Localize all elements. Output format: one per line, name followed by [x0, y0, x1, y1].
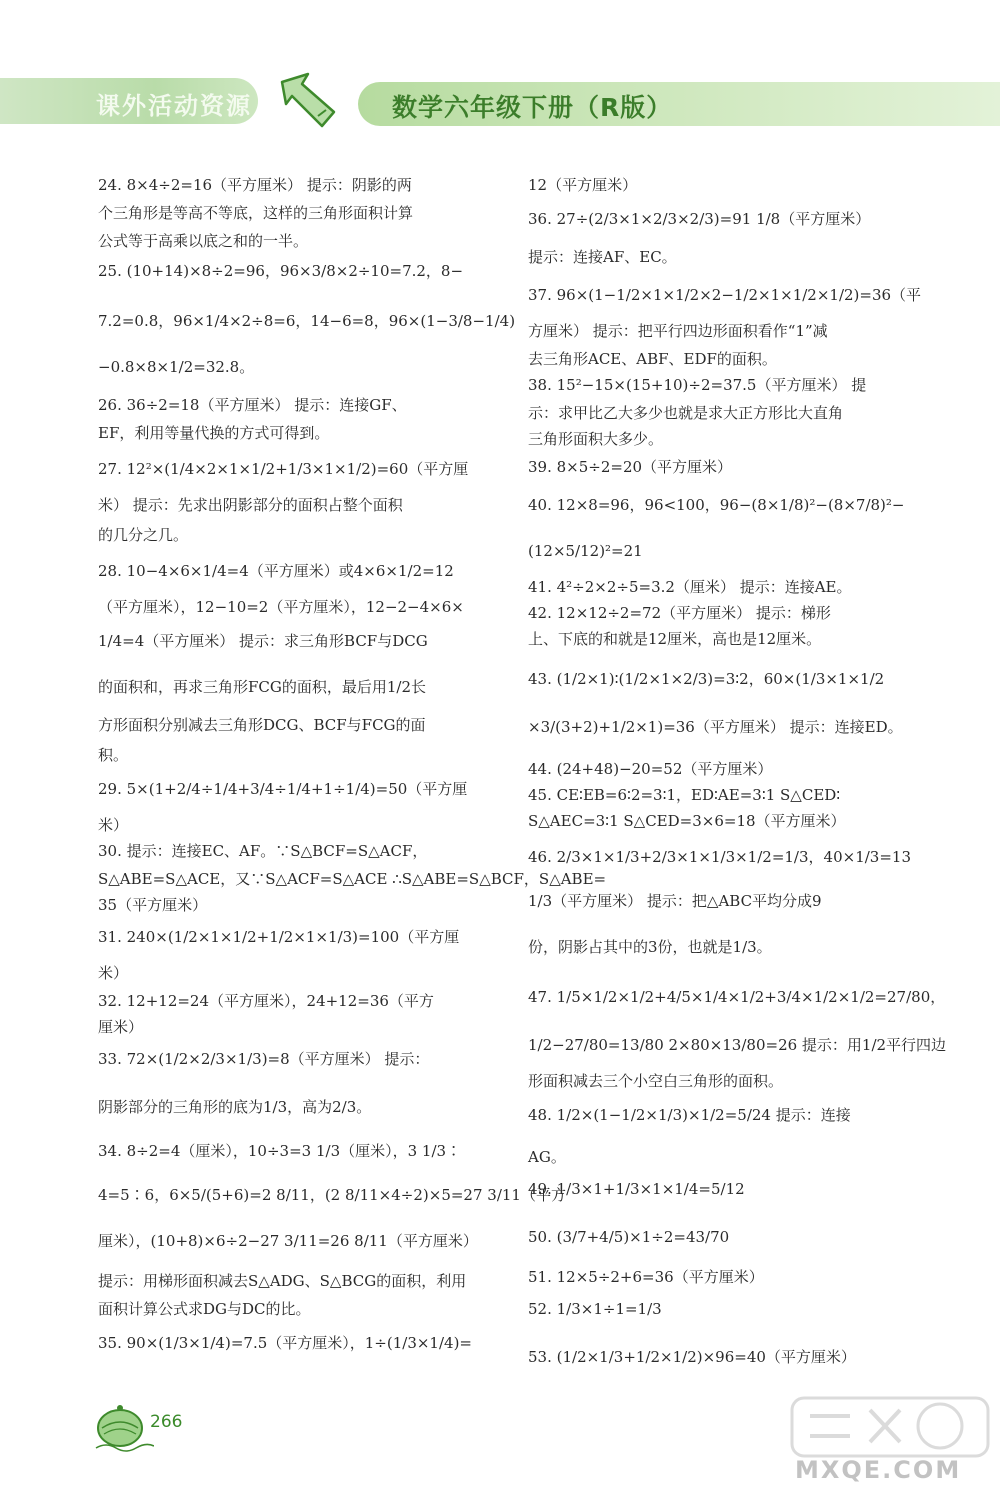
text-line: ×3/(3+2)+1/2×1)=36（平方厘米） 提示：连接ED。 [528, 718, 903, 736]
text-line: AG。 [528, 1148, 566, 1166]
text-line: (12×5/12)²=21 [528, 542, 643, 560]
text-line: 1/3（平方厘米） 提示：把△ABC平均分成9 [528, 892, 822, 910]
text-line: 44. (24+48)−20=52（平方厘米） [528, 760, 773, 778]
page-number-badge-icon [92, 1398, 154, 1452]
text-line: 米） [98, 964, 129, 982]
text-line: 去三角形ACE、ABF、EDF的面积。 [528, 350, 777, 368]
text-line: 53. (1/2×1/3+1/2×1/2)×96=40（平方厘米） [528, 1348, 856, 1366]
text-line: S△AEC=3∶1 S△CED=3×6=18（平方厘米） [528, 812, 846, 830]
text-line: 52. 1/3×1÷1=1/3 [528, 1300, 662, 1318]
text-line: 38. 15²−15×(15+10)÷2=37.5（平方厘米） 提 [528, 376, 867, 394]
text-line: 40. 12×8=96，96<100，96−(8×1/8)²−(8×7/8)²− [528, 496, 905, 514]
text-line: 32. 12+12=24（平方厘米），24+12=36（平方 [98, 992, 434, 1010]
text-line: 24. 8×4÷2=16（平方厘米） 提示：阴影的两 [98, 176, 412, 194]
text-line: 25. (10+14)×8÷2=96，96×3/8×2÷10=7.2，8− [98, 262, 464, 280]
text-line: 示：求甲比乙大多少也就是求大正方形比大直角 [528, 404, 844, 422]
page-number: 266 [150, 1412, 183, 1432]
text-line: 46. 2/3×1×1/3+2/3×1×1/3×1/2=1/3，40×1/3=13 [528, 848, 911, 866]
text-line: 三角形面积大多少。 [528, 430, 664, 448]
text-line: 个三角形是等高不等底，这样的三角形面积计算 [98, 204, 414, 222]
text-line: 1/2−27/80=13/80 2×80×13/80=26 提示：用1/2平行四边 [528, 1036, 947, 1054]
text-line: 提示：用梯形面积减去S△ADG、S△BCG的面积，利用 [98, 1272, 467, 1290]
text-line: 份，阴影占其中的3份，也就是1/3。 [528, 938, 772, 956]
text-line: 35. 90×(1/3×1/4)=7.5（平方厘米），1÷(1/3×1/4)= [98, 1334, 472, 1352]
text-line: 7.2=0.8，96×1/4×2÷8=6，14−6=8，96×(1−3/8−1/4) [98, 312, 516, 330]
text-line: 29. 5×(1+2/4÷1/4+3/4÷1/4+1÷1/4)=50（平方厘 [98, 780, 468, 798]
text-line: 方厘米） 提示：把平行四边形面积看作“1”减 [528, 322, 828, 340]
text-line: 12（平方厘米） [528, 176, 638, 194]
text-line: S△ABE=S△ACE，又∵S△ACF=S△ACE ∴S△ABE=S△BCF，S△ABE= [98, 870, 607, 888]
text-line: 27. 12²×(1/4×2×1×1/2+1/3×1×1/2)=60（平方厘 [98, 460, 469, 478]
text-line: 30. 提示：连接EC、AF。∵S△BCF=S△ACF， [98, 842, 428, 860]
text-line: 39. 8×5÷2=20（平方厘米） [528, 458, 733, 476]
text-line: 41. 4²÷2×2÷5=3.2（厘米） 提示：连接AE。 [528, 578, 852, 596]
arrow-icon [278, 70, 340, 132]
text-line: 36. 27÷(2/3×1×2/3×2/3)=91 1/8（平方厘米） [528, 210, 871, 228]
text-line: 面积计算公式求DG与DC的比。 [98, 1300, 311, 1318]
text-line: 31. 240×(1/2×1×1/2+1/2×1×1/3)=100（平方厘 [98, 928, 460, 946]
text-line: EF，利用等量代换的方式可得到。 [98, 424, 330, 442]
text-line: −0.8×8×1/2=32.8。 [98, 358, 255, 376]
watermark-text: MXQE.COM [795, 1456, 962, 1484]
text-line: 33. 72×(1/2×2/3×1/3)=8（平方厘米） 提示： [98, 1050, 430, 1068]
text-line: 42. 12×12÷2=72（平方厘米） 提示：梯形 [528, 604, 831, 622]
text-line: 积。 [98, 746, 129, 764]
text-line: 的面积和，再求三角形FCG的面积，最后用1/2长 [98, 678, 427, 696]
text-line: 的几分之几。 [98, 526, 189, 544]
text-line: 48. 1/2×(1−1/2×1/3)×1/2=5/24 提示：连接 [528, 1106, 851, 1124]
header-left-label: 课外活动资源 [96, 92, 252, 120]
text-line: 厘米），(10+8)×6÷2−27 3/11=26 8/11（平方厘米） [98, 1232, 478, 1250]
text-line: 28. 10−4×6×1/4=4（平方厘米）或4×6×1/2=12 [98, 562, 454, 580]
text-line: 4=5∶6，6×5/(5+6)=2 8/11，(2 8/11×4÷2)×5=27 3/11（平方 [98, 1186, 566, 1204]
text-line: 方形面积分别减去三角形DCG、BCF与FCG的面 [98, 716, 426, 734]
text-line: 34. 8÷2=4（厘米），10÷3=3 1/3（厘米），3 1/3∶ [98, 1142, 462, 1160]
text-line: 51. 12×5÷2+6=36（平方厘米） [528, 1268, 764, 1286]
text-line: 上、下底的和就是12厘米，高也是12厘米。 [528, 630, 822, 648]
text-line: 47. 1/5×1/2×1/2+4/5×1/4×1/2+3/4×1/2×1/2=27/80， [528, 988, 946, 1006]
text-line: 提示：连接AF、EC。 [528, 248, 677, 266]
text-line: 形面积减去三个小空白三角形的面积。 [528, 1072, 784, 1090]
text-line: 米） 提示：先求出阴影部分的面积占整个面积 [98, 496, 403, 514]
text-line: 公式等于高乘以底之和的一半。 [98, 232, 309, 250]
text-line: 37. 96×(1−1/2×1×1/2×2−1/2×1×1/2×1/2)=36（平 [528, 286, 922, 304]
text-line: 49. 1/3×1+1/3×1×1/4=5/12 [528, 1180, 745, 1198]
text-line: 45. CE∶EB=6∶2=3∶1，ED∶AE=3∶1 S△CED∶ [528, 786, 841, 804]
text-line: 26. 36÷2=18（平方厘米） 提示：连接GF、 [98, 396, 407, 414]
text-line: 厘米） [98, 1018, 144, 1036]
text-line: 1/4=4（平方厘米） 提示：求三角形BCF与DCG [98, 632, 428, 650]
text-line: 43. (1/2×1)∶(1/2×1×2/3)=3∶2，60×(1/3×1×1/2 [528, 670, 885, 688]
text-line: 阴影部分的三角形的底为1/3，高为2/3。 [98, 1098, 372, 1116]
page-title: 数学六年级下册（R版） [392, 93, 673, 122]
text-line: 35（平方厘米） [98, 896, 208, 914]
text-line: 50. (3/7+4/5)×1÷2=43/70 [528, 1228, 730, 1246]
text-line: 米） [98, 816, 129, 834]
text-line: （平方厘米），12−10=2（平方厘米），12−2−4×6× [98, 598, 464, 616]
